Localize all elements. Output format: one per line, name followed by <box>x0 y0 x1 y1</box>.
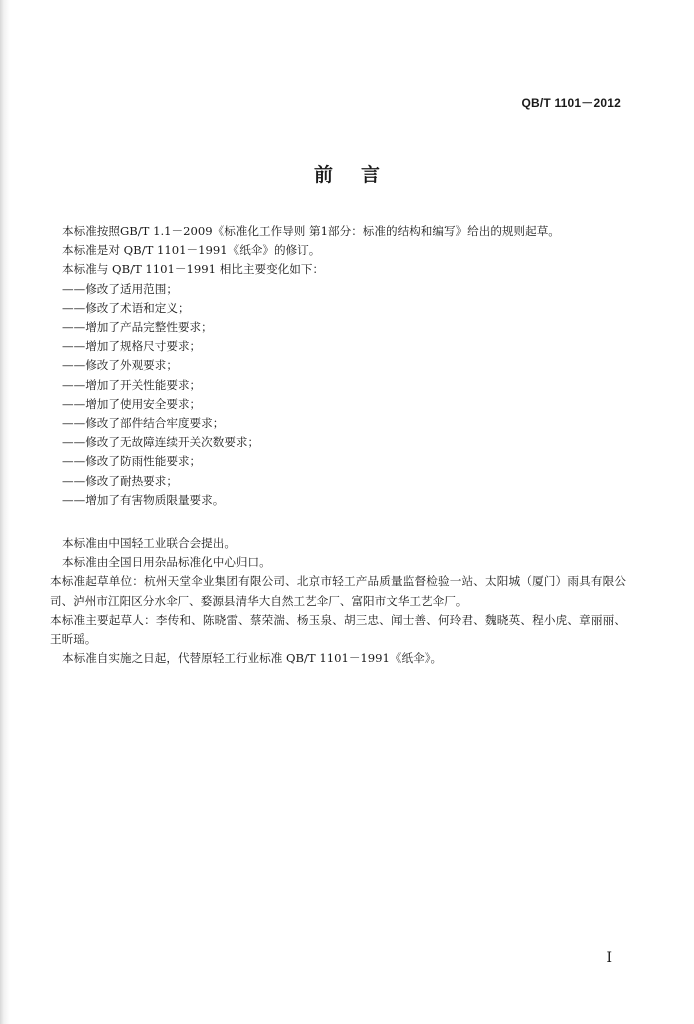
replacement-statement: 本标准自实施之日起，代替原轻工行业标准 QB/T 1101－1991《纸伞》。 <box>62 651 443 666</box>
document-body <box>50 222 626 668</box>
change-item: ——修改了适用范围； <box>62 281 178 296</box>
drafting-units: 本标准起草单位：杭州天堂伞业集团有限公司、北京市轻工产品质量监督检验一站、太阳城（厦门）雨具有限公司、泸州市江阳区分水伞厂、婺源县清华大自然工艺伞厂、富阳市文华工艺伞厂。 <box>50 574 626 608</box>
centralized-by: 本标准由全国日用杂品标准化中心归口。 <box>62 555 271 570</box>
change-item: ——增加了产品完整性要求； <box>62 320 213 335</box>
change-item: ——修改了防雨性能要求； <box>62 454 202 469</box>
change-item: ——修改了无故障连续开关次数要求； <box>62 435 260 450</box>
standard-code: QB/T 1101－2012 <box>521 96 621 110</box>
main-drafters: 本标准主要起草人：李传和、陈晓雷、蔡荣湍、杨玉泉、胡三忠、闻士善、何玲君、魏晓英、程小虎、章丽丽、王昕瑶。 <box>50 612 626 647</box>
change-item: ——增加了规格尺寸要求； <box>62 339 202 354</box>
change-item: ——增加了开关性能要求； <box>62 377 202 392</box>
page-title: 前言 <box>313 164 408 186</box>
change-item: ——增加了使用安全要求； <box>62 396 202 411</box>
page-edge <box>0 0 10 1024</box>
change-item: ——修改了外观要求； <box>62 358 178 373</box>
change-item: ——增加了有害物质限量要求。 <box>62 492 225 507</box>
change-item: ——修改了耐热要求； <box>62 473 178 488</box>
page-number: I <box>606 950 612 966</box>
paragraph-changes-intro: 本标准与 QB/T 1101－1991 相比主要变化如下： <box>62 262 325 277</box>
change-item: ——修改了部件结合牢度要求； <box>62 416 225 431</box>
proposed-by: 本标准由中国轻工业联合会提出。 <box>62 536 236 551</box>
paragraph-drafting-rules: 本标准按照GB/T 1.1－2009《标准化工作导则 第1部分：标准的结构和编写》给出的规则起草。 <box>62 224 560 238</box>
change-item: ——修改了术语和定义； <box>62 300 190 315</box>
paragraph-revision: 本标准是对 QB/T 1101－1991《纸伞》的修订。 <box>62 243 321 258</box>
